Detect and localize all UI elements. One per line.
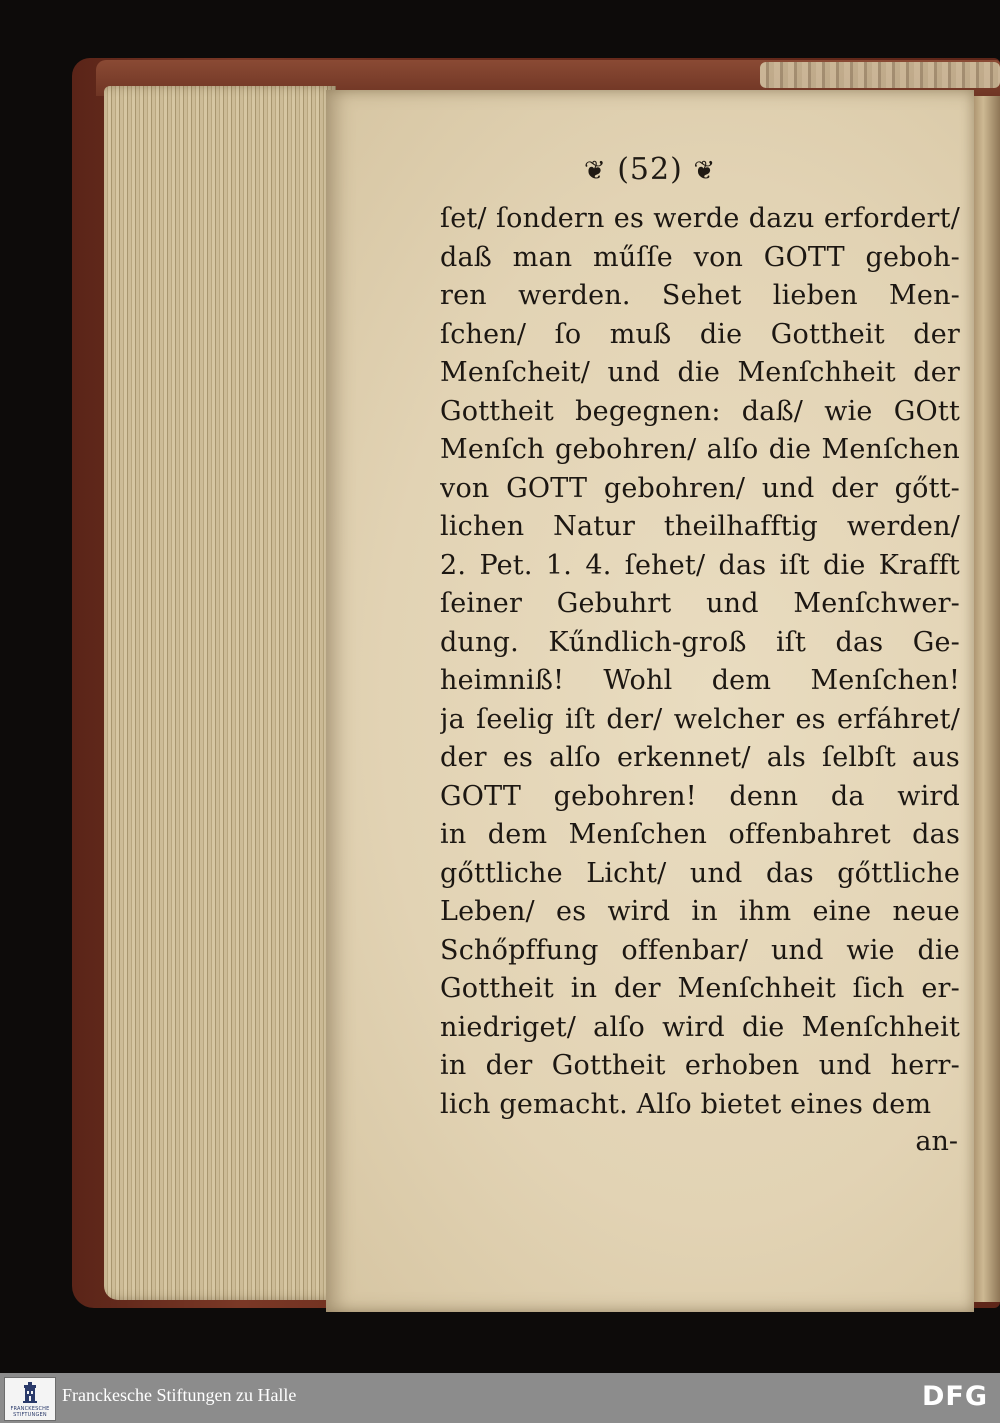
text-line: ren werden. Sehet lieben Men‑ bbox=[440, 280, 960, 311]
logo-label: FRANCKESCHE STIFTUNGEN bbox=[10, 1406, 50, 1418]
text-line: GOTT gebohren! denn da wird bbox=[440, 780, 960, 812]
text-line: 2. Pet. 1. 4. ſehet/ das iſt die Krafft bbox=[440, 549, 960, 581]
institution-name[interactable]: Franckesche Stiftungen zu Halle bbox=[62, 1385, 297, 1405]
institution-logo[interactable] bbox=[4, 1377, 56, 1421]
footer-bar bbox=[0, 1373, 1000, 1423]
text-line: ſeiner Gebuhrt und Menſchwer‑ bbox=[440, 588, 960, 619]
text-line: gőttliche Licht/ und das gőttliche bbox=[440, 857, 960, 889]
text-line: in dem Menſchen offenbahret das bbox=[440, 819, 960, 850]
headband bbox=[760, 62, 1000, 88]
page-header bbox=[326, 152, 974, 187]
text-line: in der Gottheit erhoben und herr‑ bbox=[440, 1050, 960, 1081]
text-line: lich gemacht. Alſo bietet eines dem bbox=[440, 1088, 932, 1120]
text-line: Menſcheit/ und die Menſchheit der bbox=[440, 357, 960, 388]
text-line: heimniß! Wohl dem Menſchen! bbox=[440, 665, 960, 696]
page-gutter bbox=[972, 96, 1000, 1302]
text-line: Leben/ es wird in ihm eine neue bbox=[440, 896, 960, 927]
text-line: von GOTT gebohren/ und der gőtt‑ bbox=[440, 472, 960, 504]
page-number: (52) bbox=[617, 152, 683, 187]
book-page bbox=[326, 90, 974, 1312]
dfg-logo[interactable]: DFG bbox=[921, 1381, 988, 1412]
text-line: niedriget/ alſo wird die Menſchheit bbox=[440, 1011, 960, 1043]
text-line: Schőpffung offenbar/ und wie die bbox=[440, 934, 960, 966]
text-line: daß man műſſe von GOTT geboh‑ bbox=[440, 241, 960, 273]
orphanage-emblem-icon bbox=[21, 1382, 39, 1404]
text-line: lichen Natur theilhafftig werden/ bbox=[440, 511, 960, 542]
catchword: an‑ bbox=[915, 1126, 958, 1157]
text-line: ja ſeelig iſt der/ welcher es erfáhret/ bbox=[440, 703, 960, 735]
text-line: ſchen/ ſo muß die Gottheit der bbox=[440, 318, 960, 350]
text-line: ſet/ ſondern es werde dazu erfordert/ bbox=[440, 203, 960, 234]
body-text bbox=[440, 200, 960, 1124]
text-line: Menſch gebohren/ alſo die Menſchen bbox=[440, 434, 960, 465]
text-line: Gottheit in der Menſchheit ſich er‑ bbox=[440, 973, 960, 1004]
text-line: Gottheit begegnen: daß/ wie GOtt bbox=[440, 395, 960, 427]
text-line: dung. Kűndlich‑groß iſt das Ge‑ bbox=[440, 626, 960, 658]
ornament-left-icon: ❦ bbox=[583, 156, 607, 186]
ornament-right-icon: ❦ bbox=[693, 156, 717, 186]
page-block-edges bbox=[104, 86, 336, 1300]
text-line: der es alſo erkennet/ als ſelbſt aus bbox=[440, 742, 960, 773]
